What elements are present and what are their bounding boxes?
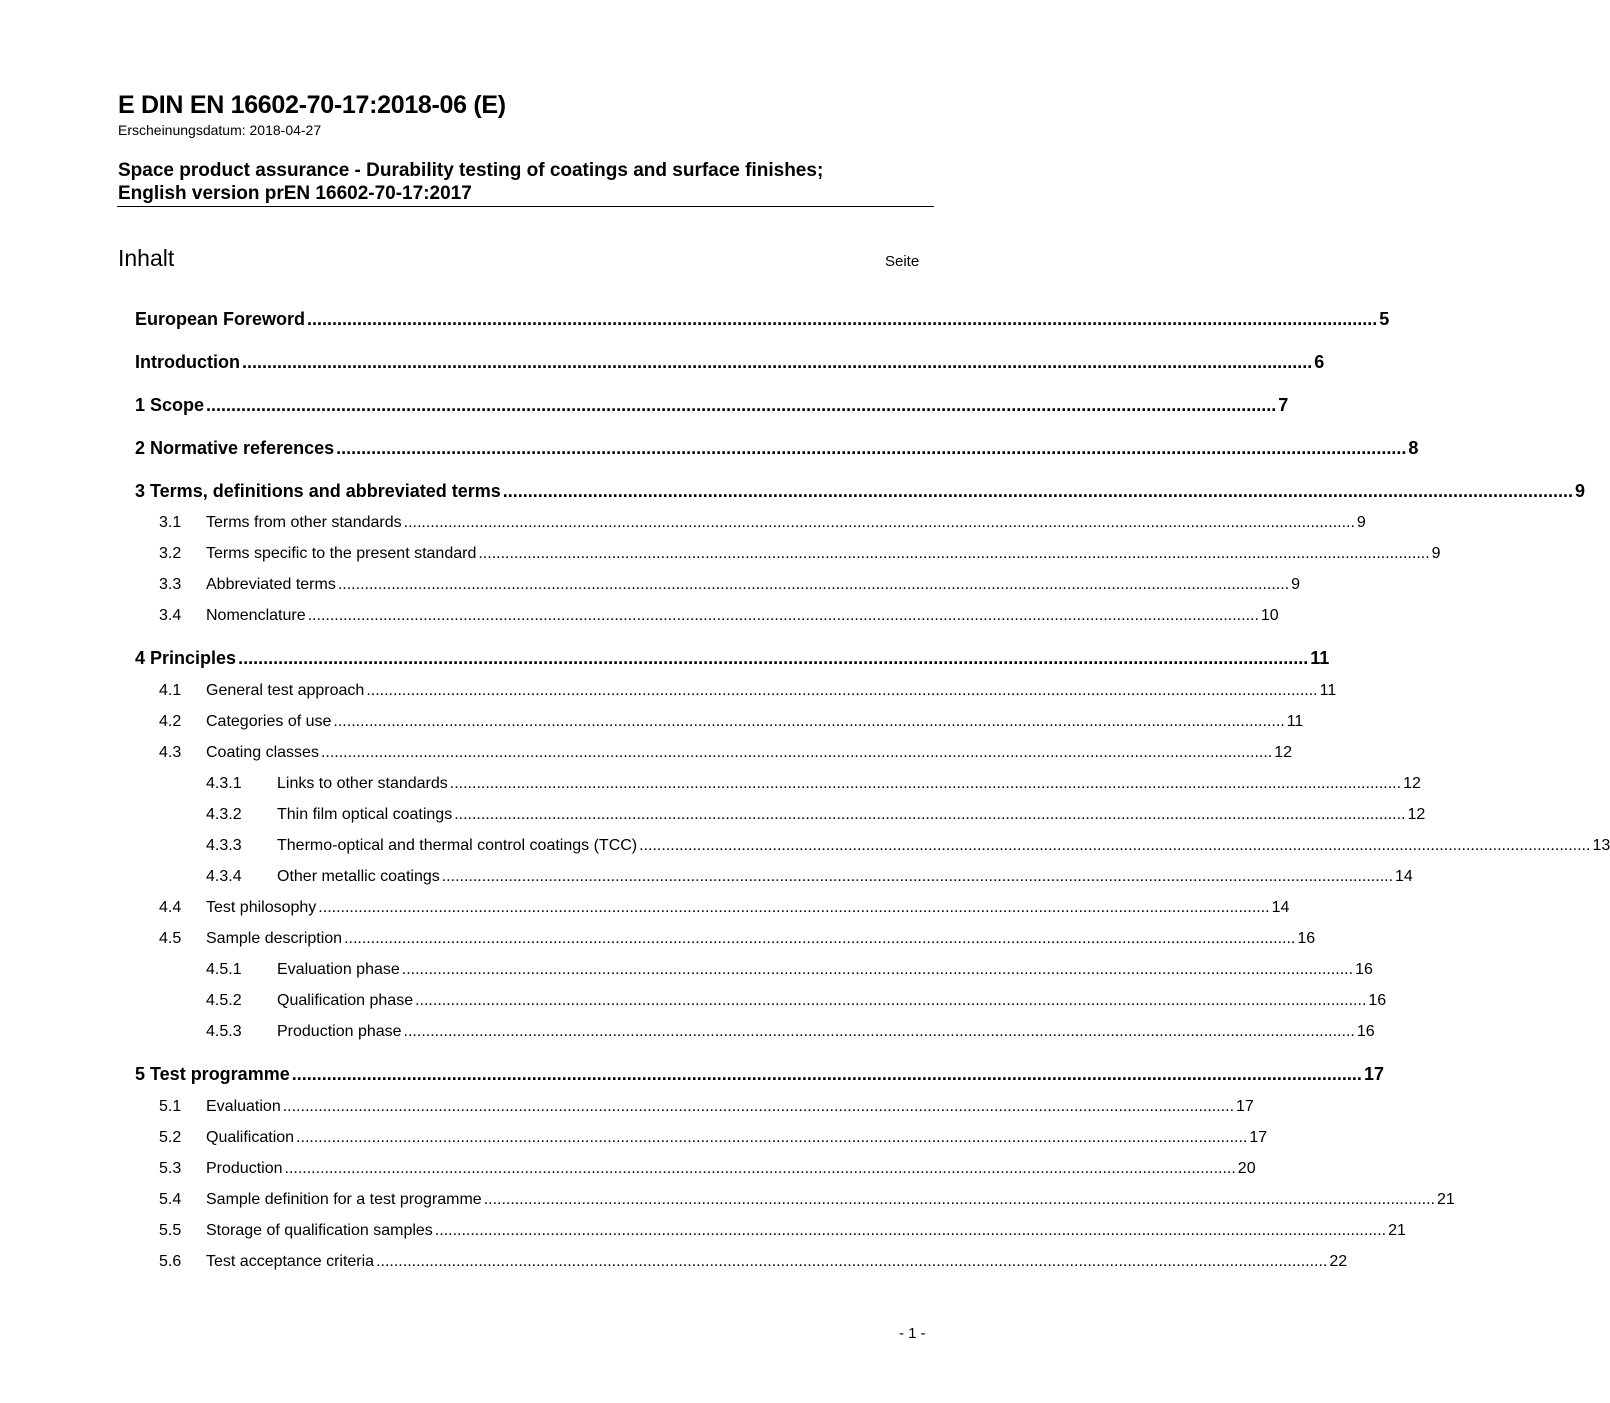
- subtitle-line-2: English version prEN 16602-70-17:2017: [118, 183, 472, 204]
- toc-entry-page: 16: [1355, 961, 1373, 978]
- toc-entry-4-5-1[interactable]: [206, 961, 1373, 985]
- toc-entry-page: 17: [1236, 1098, 1254, 1115]
- toc-entry-number: 4.5.1: [206, 961, 242, 978]
- toc-entry-number: 3.3: [159, 576, 182, 593]
- toc-entry-page: 21: [1388, 1222, 1406, 1239]
- toc-leader: ......................................................................................................................................................................................................................: [401, 961, 1354, 978]
- toc-entry-title: Sample description: [206, 930, 343, 947]
- toc-leader: ......................................................................................................................................................................................................................: [336, 438, 1407, 458]
- toc-heading: Inhalt: [118, 245, 175, 271]
- toc-entry-page: 11: [1319, 682, 1337, 699]
- toc-leader: ......................................................................................................................................................................................................................: [403, 514, 1355, 531]
- toc-leader: ......................................................................................................................................................................................................................: [206, 395, 1277, 415]
- toc-entry-page: 16: [1297, 930, 1316, 947]
- subtitle-line-1: Space product assurance - Durability testing of coatings and surface finishes;: [118, 160, 824, 181]
- toc-entry-4-5-3[interactable]: [206, 1023, 1375, 1047]
- toc-leader: ......................................................................................................................................................................................................................: [376, 1253, 1328, 1270]
- header-divider: [117, 206, 934, 207]
- toc-entry-title: 3 Terms, definitions and abbreviated terms: [135, 481, 501, 501]
- toc-entry-page: 9: [1291, 576, 1301, 593]
- toc-entry-title: Introduction: [135, 352, 240, 372]
- toc-entry-page: 11: [1286, 713, 1304, 730]
- toc-entry-title: European Foreword: [135, 309, 306, 329]
- toc-entry-4-3[interactable]: [159, 744, 1293, 768]
- toc-entry-5-2[interactable]: [159, 1129, 1268, 1153]
- toc-entry-5-3[interactable]: [159, 1160, 1256, 1184]
- publication-date: Erscheinungsdatum: 2018-04-27: [118, 122, 322, 138]
- toc-leader: ......................................................................................................................................................................................................................: [318, 899, 1270, 916]
- toc-entry-title: Production phase: [277, 1023, 402, 1040]
- toc-entry-4-3-4[interactable]: [206, 868, 1413, 892]
- toc-entry-principles[interactable]: [135, 648, 1330, 672]
- toc-entry-page: 13: [1592, 837, 1610, 854]
- toc-leader: ......................................................................................................................................................................................................................: [483, 1191, 1435, 1208]
- toc-entry-number: 4.3: [159, 744, 182, 761]
- toc-entry-3-4[interactable]: [159, 607, 1279, 631]
- toc-entry-title: Thermo-optical and thermal control coatings (TCC): [277, 837, 638, 854]
- toc-entry-number: 5.1: [159, 1098, 182, 1115]
- toc-entry-4-3-2[interactable]: [206, 806, 1426, 830]
- toc-leader: ......................................................................................................................................................................................................................: [478, 545, 1430, 562]
- toc-entry-page: 9: [1431, 545, 1441, 562]
- toc-entry-page: 22: [1329, 1253, 1348, 1270]
- toc-entry-title: 4 Principles: [135, 648, 237, 668]
- toc-entry-number: 4.3.3: [206, 837, 242, 854]
- toc-entry-number: 3.1: [159, 514, 182, 531]
- toc-entry-page: 21: [1436, 1191, 1455, 1208]
- toc-entry-terms-definitions[interactable]: [135, 481, 1585, 505]
- toc-entry-title: Qualification phase: [277, 992, 414, 1009]
- toc-entry-page: 10: [1260, 607, 1279, 624]
- toc-entry-title: Qualification: [206, 1129, 295, 1146]
- toc-entry-page: 9: [1574, 481, 1585, 501]
- toc-leader: ......................................................................................................................................................................................................................: [434, 1222, 1387, 1239]
- toc-entry-number: 4.1: [159, 682, 182, 699]
- toc-entry-number: 5.3: [159, 1160, 182, 1177]
- toc-leader: ......................................................................................................................................................................................................................: [238, 648, 1309, 668]
- toc-entry-title: 1 Scope: [135, 395, 205, 415]
- toc-entry-page: 14: [1395, 868, 1413, 885]
- toc-entry-title: Terms from other standards: [206, 514, 402, 531]
- page-number: - 1 -: [899, 1325, 926, 1342]
- toc-leader: ......................................................................................................................................................................................................................: [366, 682, 1318, 699]
- toc-entry-page: 8: [1408, 438, 1419, 458]
- toc-entry-title: 2 Normative references: [135, 438, 335, 458]
- toc-entry-4-5[interactable]: [159, 930, 1316, 954]
- toc-entry-number: 4.5: [159, 930, 182, 947]
- toc-entry-number: 4.3.1: [206, 775, 242, 792]
- toc-leader: ......................................................................................................................................................................................................................: [333, 713, 1285, 730]
- toc-leader: ......................................................................................................................................................................................................................: [344, 930, 1296, 947]
- toc-entry-title: Evaluation phase: [277, 961, 400, 978]
- toc-leader: ......................................................................................................................................................................................................................: [241, 352, 1313, 372]
- toc-entry-page: 11: [1310, 648, 1330, 668]
- toc-entry-5-1[interactable]: [159, 1098, 1254, 1122]
- toc-entry-title: Storage of qualification samples: [206, 1222, 433, 1239]
- toc-entry-number: 4.5.3: [206, 1023, 242, 1040]
- toc-entry-title: Other metallic coatings: [277, 868, 440, 885]
- toc-leader: ......................................................................................................................................................................................................................: [403, 1023, 1355, 1040]
- toc-entry-number: 3.4: [159, 607, 182, 624]
- toc-entry-title: Test philosophy: [206, 899, 317, 916]
- toc-entry-title: Terms specific to the present standard: [206, 545, 477, 562]
- toc-entry-3-3[interactable]: [159, 576, 1301, 600]
- toc-leader: ......................................................................................................................................................................................................................: [291, 1064, 1362, 1084]
- toc-entry-number: 5.6: [159, 1253, 182, 1270]
- toc-leader: ......................................................................................................................................................................................................................: [415, 992, 1367, 1009]
- toc-entry-5-4[interactable]: [159, 1191, 1455, 1215]
- toc-entry-title: General test approach: [206, 682, 365, 699]
- toc-entry-number: 3.2: [159, 545, 182, 562]
- toc-entry-page: 6: [1314, 352, 1325, 372]
- document-title: E DIN EN 16602-70-17:2018-06 (E): [118, 91, 506, 119]
- toc-entry-number: 4.3.2: [206, 806, 242, 823]
- toc-entry-number: 4.4: [159, 899, 182, 916]
- toc-leader: ......................................................................................................................................................................................................................: [307, 309, 1378, 329]
- toc-entry-page: 7: [1278, 395, 1289, 415]
- toc-entry-4-3-3[interactable]: [206, 837, 1610, 861]
- toc-entry-number: 5.5: [159, 1222, 182, 1239]
- toc-leader: ......................................................................................................................................................................................................................: [441, 868, 1394, 885]
- toc-entry-scope[interactable]: [135, 395, 1289, 419]
- toc-entry-title: 5 Test programme: [135, 1064, 290, 1084]
- document-subtitle: [118, 159, 823, 205]
- toc-entry-3-1[interactable]: [159, 514, 1366, 538]
- toc-entry-4-5-2[interactable]: [206, 992, 1387, 1016]
- toc-leader: ......................................................................................................................................................................................................................: [307, 607, 1259, 624]
- toc-entry-page: 17: [1249, 1129, 1268, 1146]
- toc-entry-number: 4.2: [159, 713, 182, 730]
- toc-entry-page: 12: [1403, 775, 1421, 792]
- toc-entry-4-1[interactable]: [159, 682, 1337, 706]
- toc-entry-5-6[interactable]: [159, 1253, 1348, 1277]
- toc-entry-page: 20: [1237, 1160, 1256, 1177]
- toc-entry-title: Production: [206, 1160, 283, 1177]
- toc-entry-4-3-1[interactable]: [206, 775, 1421, 799]
- toc-leader: ......................................................................................................................................................................................................................: [454, 806, 1406, 823]
- toc-entry-introduction[interactable]: [135, 352, 1325, 376]
- toc-entry-3-2[interactable]: [159, 545, 1441, 569]
- toc-leader: ......................................................................................................................................................................................................................: [337, 576, 1290, 593]
- toc-entry-title: Evaluation: [206, 1098, 281, 1115]
- toc-entry-title: Nomenclature: [206, 607, 306, 624]
- toc-entry-normative-references[interactable]: [135, 438, 1419, 462]
- toc-leader: ......................................................................................................................................................................................................................: [502, 481, 1573, 501]
- toc-entry-number: 5.2: [159, 1129, 182, 1146]
- toc-entry-title: Coating classes: [206, 744, 319, 761]
- toc-leader: ......................................................................................................................................................................................................................: [320, 744, 1273, 761]
- toc-entry-page: 12: [1274, 744, 1293, 761]
- toc-entry-page: 14: [1271, 899, 1290, 916]
- toc-entry-test-programme[interactable]: [135, 1064, 1384, 1088]
- toc-entry-number: 4.5.2: [206, 992, 242, 1009]
- toc-entry-title: Test acceptance criteria: [206, 1253, 375, 1270]
- toc-entry-title: Links to other standards: [277, 775, 448, 792]
- toc-entry-european-foreword[interactable]: [135, 309, 1390, 333]
- toc-entry-page: 16: [1356, 1023, 1375, 1040]
- toc-page-column-label: Seite: [885, 253, 920, 270]
- toc-leader: ......................................................................................................................................................................................................................: [296, 1129, 1248, 1146]
- toc-entry-title: Categories of use: [206, 713, 332, 730]
- toc-leader: ......................................................................................................................................................................................................................: [282, 1098, 1235, 1115]
- toc-leader: ......................................................................................................................................................................................................................: [639, 837, 1591, 854]
- toc-leader: ......................................................................................................................................................................................................................: [284, 1160, 1236, 1177]
- toc-entry-page: 17: [1363, 1064, 1384, 1084]
- toc-entry-number: 4.3.4: [206, 868, 242, 885]
- toc-entry-4-4[interactable]: [159, 899, 1290, 923]
- toc-entry-5-5[interactable]: [159, 1222, 1406, 1246]
- toc-leader: ......................................................................................................................................................................................................................: [449, 775, 1402, 792]
- toc-entry-page: 5: [1379, 309, 1390, 329]
- toc-entry-page: 12: [1407, 806, 1426, 823]
- toc-entry-4-2[interactable]: [159, 713, 1304, 737]
- toc-entry-title: Abbreviated terms: [206, 576, 336, 593]
- toc-entry-title: Thin film optical coatings: [277, 806, 453, 823]
- toc-entry-title: Sample definition for a test programme: [206, 1191, 482, 1208]
- toc-entry-page: 9: [1356, 514, 1366, 531]
- toc-entry-number: 5.4: [159, 1191, 182, 1208]
- toc-entry-page: 16: [1368, 992, 1387, 1009]
